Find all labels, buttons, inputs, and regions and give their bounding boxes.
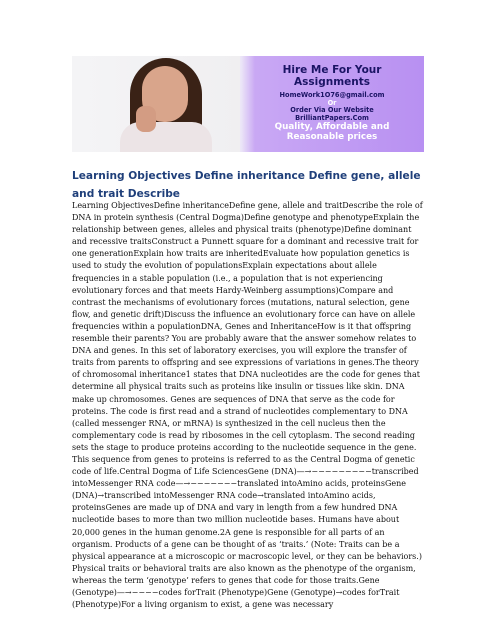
ad-or: Or — [327, 99, 337, 107]
ad-tagline-line-2: Reasonable prices — [286, 132, 378, 142]
document-title: Learning Objectives Define inheritance Define gene, allele and trait Describe — [72, 170, 421, 200]
ad-tagline — [240, 122, 424, 142]
ad-order-line-2: BrilliantPapers.Com — [295, 114, 369, 122]
ad-tagline-line-1: Quality, Affordable and — [274, 122, 390, 132]
ad-text-block — [240, 56, 424, 152]
document-body: Learning ObjectivesDefine inheritanceDefine gene, allele and traitDescribe the role of DNA in protein synthesis (Central Dogma)Define genotype and phenotypeExplain the relationship between genes, alleles and physical traits (phenotype)Define dominant and recessive traitsConstruct a Punnett square for a dominant and recessive trait for one generationExplain how traits are inheritedEvaluate how population genetics is used to study the evolution of populationsExplain expectations about allele frequencies in a stable population (i.e., a population that is not experiencing evolutionary forces and that meets Hardy-Weinberg assumptions)Compare and contrast the mechanisms of evolutionary forces (mutations, natural selection, gene flow, and genetic drift)Discuss the influence an evolutionary force can have on allele frequencies within a populationDNA, Genes and InheritanceHow is it that offspring resemble their parents? You are probably aware that the answer somehow relates to DNA and genes. In this set of laboratory exercises, you will explore the transfer of traits from parents to offspring and see expressions of variations in genes.The theory of chromosomal inheritance1 states that DNA nucleotides are the code for genes that determine all physical traits such as proteins like insulin or tissues like skin. DNA make up chromosomes. Genes are sequences of DNA that serve as the code for proteins. The code is first read and a strand of nucleotides complementary to DNA (called messenger RNA, or mRNA) is synthesized in the cell nucleus then the complementary code is read by ribosomes in the cell cytoplasm. The second reading sets the stage to produce proteins according to the nucleotide sequence in the gene. This sequence from genes to proteins is referred to as the Central Dogma of genetic code of life.Central Dogma of Life SciencesGene (DNA)—→−−−−−−−−−transcribed intoMessenger RNA code—→−−−−−−−translated intoAmino acids, proteinsGene (DNA)→transcribed intoMessenger RNA code→translated intoAmino acids, proteinsGenes are made up of DNA and vary in length from a few hundred DNA nucleotide bases to more than two million nucleotide bases. Humans have about 20,000 genes in the human genome.2A gene is responsible for all parts of an organism. Products of a gene can be thought of as ‘traits.’ (Note: Traits can be a physical appearance at a microscopic or macroscopic level, or they can be behaviors.) Physical traits or behavioral traits are also known as the phenotype of the organism, whereas the term ‘genotype’ refers to genes that code for those traits.Gene (Genotype)—→−−−−codes forTrait (Phenotype)Gene (Genotype)→codes forTrait (Phenotype)For a living organism to exist, a gene was necessary — [72, 201, 423, 610]
ad-order-line-1: Order Via Our Website — [290, 106, 374, 114]
ad-headline — [240, 64, 424, 88]
photo-hand — [136, 106, 156, 132]
model-photo — [72, 56, 240, 152]
photo-shirt — [120, 122, 212, 152]
ad-headline-line-2: Assignments — [293, 76, 371, 88]
ad-headline-line-1: Hire Me For Your — [282, 64, 382, 76]
advertisement-banner[interactable] — [72, 56, 424, 152]
ad-email: HomeWork1O76@gmail.com — [279, 91, 385, 99]
